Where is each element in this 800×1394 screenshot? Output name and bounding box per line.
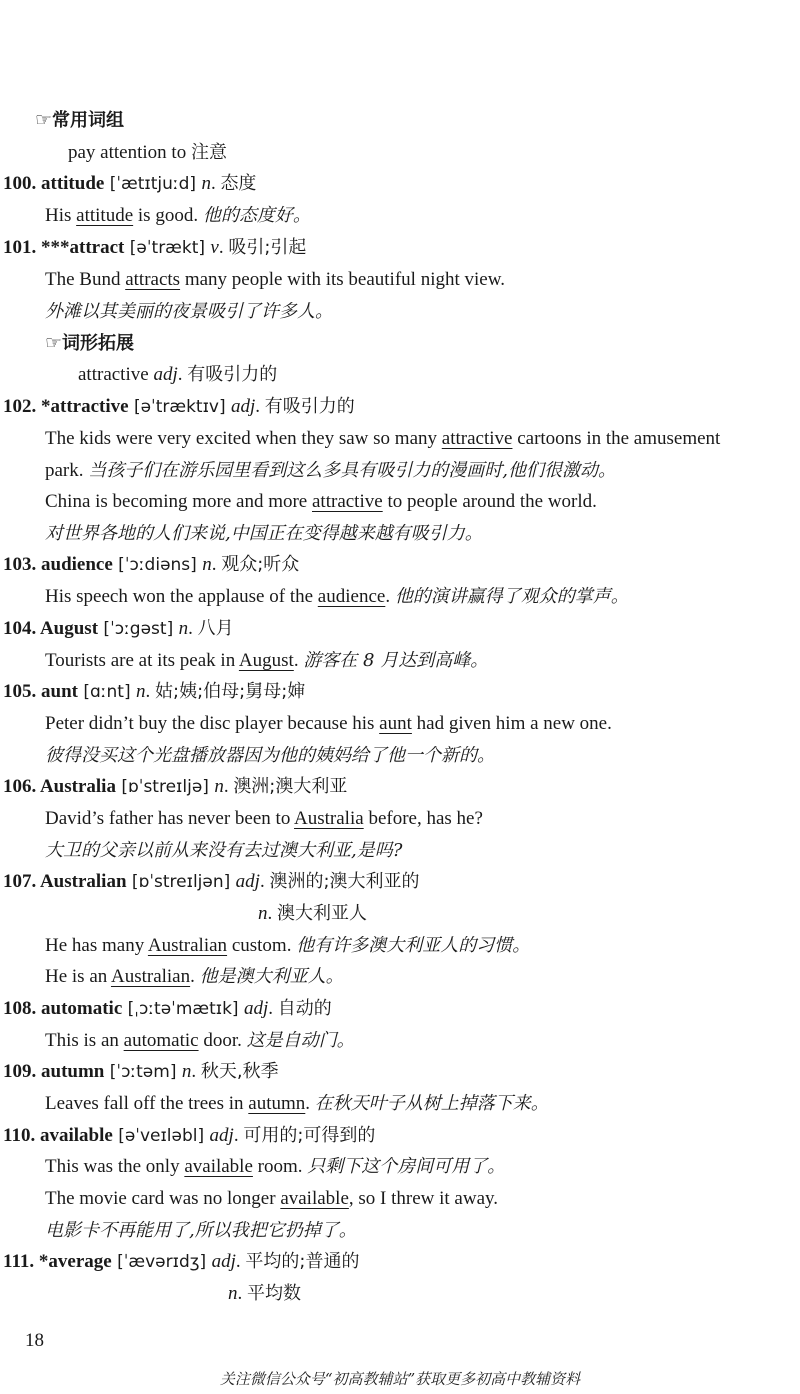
underlined-word: Australia <box>294 808 364 829</box>
text-line <box>45 1092 549 1116</box>
text-line <box>3 1060 279 1084</box>
phonetic: [ɒˈstreɪljən] <box>126 872 236 892</box>
chinese-text: 可用的;可得到的 <box>243 1125 376 1146</box>
text-segment: He is an <box>45 966 111 987</box>
text-line <box>45 522 483 546</box>
part-of-speech: n <box>201 173 211 194</box>
headword: Australia <box>39 776 116 797</box>
underlined-word: August <box>238 650 294 671</box>
text-line <box>45 459 616 483</box>
chinese-text: 他的态度好。 <box>202 205 311 226</box>
chinese-text: 他有许多澳大利亚人的习惯。 <box>296 935 531 956</box>
entry-number: 105. <box>3 681 41 702</box>
underlined-word: attractive <box>441 428 513 449</box>
text-segment: room. <box>252 1156 308 1177</box>
entry-number: 101. <box>3 237 41 258</box>
text-segment: door. <box>198 1030 247 1051</box>
headword: audience <box>41 554 113 575</box>
part-of-speech: adj <box>153 364 178 385</box>
text-line <box>45 807 483 831</box>
chinese-text: 澳大利亚人 <box>277 903 367 924</box>
part-of-speech: n <box>202 554 212 575</box>
text-line <box>35 108 124 133</box>
text-line <box>45 1219 357 1243</box>
entry-number: 104. <box>3 618 40 639</box>
chinese-text: 大卫的父亲以前从来没有去过澳大利亚,是吗? <box>45 840 403 861</box>
chinese-text: 注意 <box>190 142 227 163</box>
underlined-word: attitude <box>76 205 134 226</box>
chinese-text: 八月 <box>197 618 234 639</box>
chinese-text: 游客在 8 月达到高峰。 <box>303 650 489 671</box>
text-segment: Leaves fall off the trees in <box>45 1093 249 1114</box>
text-segment: . <box>190 966 200 987</box>
text-segment: Tourists are at its peak in <box>45 650 239 671</box>
text-line <box>3 172 256 196</box>
part-of-speech: n <box>181 1061 192 1082</box>
text-segment: The kids were very excited when they saw so many <box>45 428 442 449</box>
entry-number: 103. <box>3 554 41 575</box>
chinese-text: 他的演讲赢得了观众的掌声。 <box>394 586 629 607</box>
phonetic: [ˈætɪtjuːd] <box>104 174 202 194</box>
chinese-text: 秋天,秋季 <box>200 1061 279 1082</box>
text-line <box>45 744 495 768</box>
text-segment: This was the only <box>45 1156 185 1177</box>
text-segment: . <box>305 1093 315 1114</box>
text-segment: . <box>268 998 278 1019</box>
text-line <box>3 1124 375 1148</box>
headword: aunt <box>41 681 78 702</box>
text-line <box>45 1155 505 1179</box>
underlined-word: available <box>184 1156 253 1177</box>
text-segment: . <box>267 903 277 924</box>
chinese-text: 有吸引力的 <box>187 364 278 385</box>
text-line <box>3 997 332 1021</box>
chinese-text: 这是自动门。 <box>246 1030 355 1051</box>
phonetic: [ˈɔːdiəns] <box>112 555 203 575</box>
text-line <box>78 363 277 387</box>
entry-number: 111. <box>3 1251 39 1272</box>
text-line <box>3 553 299 577</box>
text-segment: many people with its beautiful night view. <box>180 269 505 290</box>
headword: autumn <box>41 1061 105 1082</box>
chinese-text: 姑;姨;伯母;舅母;婶 <box>155 681 306 702</box>
text-line <box>45 934 530 958</box>
text-line <box>3 617 234 641</box>
entry-number: 110. <box>3 1125 40 1146</box>
part-of-speech: n <box>136 681 146 702</box>
text-segment: . <box>210 173 221 194</box>
underlined-word: Australian <box>147 935 228 956</box>
text-segment: park. <box>45 460 89 481</box>
text-segment: custom. <box>227 935 297 956</box>
part-of-speech: n <box>228 1283 238 1304</box>
text-line <box>45 839 402 863</box>
part-of-speech: v <box>210 237 219 258</box>
text-segment: He has many <box>45 935 148 956</box>
text-segment: . <box>233 1125 244 1146</box>
chinese-text: 他是澳大利亚人。 <box>199 966 344 987</box>
phonetic: [ˈɔːgəst] <box>98 619 179 639</box>
part-of-speech: adj <box>211 1251 236 1272</box>
text-segment: before, has he? <box>363 808 483 829</box>
text-segment: This is an <box>45 1030 124 1051</box>
text-segment: . <box>237 1283 247 1304</box>
text-segment: pay attention to <box>68 142 191 163</box>
text-segment: . <box>293 650 304 671</box>
phonetic: [ˈævərɪdʒ] <box>111 1252 212 1272</box>
text-segment: . <box>191 1061 201 1082</box>
section-heading: 常用词组 <box>52 110 125 131</box>
text-line <box>45 331 134 356</box>
entry-number: 106. <box>3 776 40 797</box>
text-segment: Peter didn’t buy the disc player because his <box>45 713 380 734</box>
chinese-text: 平均的;普通的 <box>245 1251 360 1272</box>
footer-note: 关注微信公众号“初高教辅站”获取更多初高中教辅资料 <box>219 1370 581 1388</box>
text-segment: China is becoming more and more <box>45 491 312 512</box>
text-segment: The Bund <box>45 269 126 290</box>
headword: available <box>39 1125 113 1146</box>
chinese-text: 平均数 <box>247 1283 301 1304</box>
text-segment: . <box>145 681 155 702</box>
chinese-text: 对世界各地的人们来说,中国正在变得越来越有吸引力。 <box>45 523 483 544</box>
text-segment: . <box>223 776 234 797</box>
part-of-speech: n <box>178 618 189 639</box>
underlined-word: Australian <box>110 966 191 987</box>
chinese-text: 当孩子们在游乐园里看到这么多具有吸引力的漫画时,他们很激动。 <box>88 460 616 481</box>
text-line <box>3 236 306 260</box>
text-line <box>45 490 597 514</box>
page-number: 18 <box>25 1330 44 1351</box>
pointing-hand-icon: ☞ <box>45 332 63 354</box>
text-line <box>3 680 305 704</box>
text-segment: . <box>235 1251 246 1272</box>
text-line <box>45 965 344 989</box>
phonetic: [əˈtræktɪv] <box>128 397 232 417</box>
phonetic: [ˌɔːtəˈmætɪk] <box>122 999 244 1019</box>
underlined-word: available <box>280 1188 349 1209</box>
chinese-text: 观众;听众 <box>221 554 300 575</box>
chinese-text: 有吸引力的 <box>264 396 355 417</box>
text-line <box>45 585 629 609</box>
text-segment: . <box>255 396 265 417</box>
text-segment: . <box>188 618 198 639</box>
text-line <box>45 1029 355 1053</box>
text-line <box>45 300 333 324</box>
chinese-text: 在秋天叶子从树上掉落下来。 <box>314 1093 549 1114</box>
entry-number: 100. <box>3 173 41 194</box>
chinese-text: 态度 <box>220 173 257 194</box>
chinese-text: 电影卡不再能用了,所以我把它扔掉了。 <box>45 1220 357 1241</box>
text-segment: His <box>45 205 77 226</box>
text-segment: David’s father has never been to <box>45 808 295 829</box>
part-of-speech: adj <box>209 1125 234 1146</box>
section-heading: 词形拓展 <box>62 333 135 354</box>
chinese-text: 澳洲的;澳大利亚的 <box>269 871 420 892</box>
text-segment: had given him a new one. <box>411 713 612 734</box>
text-segment: to people around the world. <box>382 491 597 512</box>
part-of-speech: adj <box>243 998 269 1019</box>
headword: *average <box>38 1251 112 1272</box>
text-line <box>3 1250 359 1274</box>
underlined-word: aunt <box>379 713 412 734</box>
text-segment: cartoons in the amusement <box>512 428 721 449</box>
text-line <box>3 395 355 419</box>
text-line <box>45 1187 498 1211</box>
text-line <box>45 427 720 451</box>
text-line <box>258 902 367 926</box>
entry-number: 109. <box>3 1061 41 1082</box>
chinese-text: 吸引;引起 <box>228 237 307 258</box>
text-line <box>228 1282 301 1306</box>
phonetic: [ˈɔːtəm] <box>104 1062 182 1082</box>
text-segment: . <box>385 586 395 607</box>
underlined-word: audience <box>317 586 386 607</box>
entry-number: 102. <box>3 396 41 417</box>
entry-number: 108. <box>3 998 41 1019</box>
underlined-word: attracts <box>125 269 181 290</box>
text-segment: His speech won the applause of the <box>45 586 318 607</box>
headword: *attractive <box>41 396 129 417</box>
headword: Australian <box>39 871 127 892</box>
text-segment: . <box>177 364 188 385</box>
headword: ***attract <box>41 237 125 258</box>
chinese-text: 澳洲;澳大利亚 <box>233 776 348 797</box>
part-of-speech: n <box>258 903 268 924</box>
part-of-speech: n <box>214 776 224 797</box>
text-segment: . <box>259 871 270 892</box>
text-line <box>45 204 311 228</box>
part-of-speech: adj <box>235 871 260 892</box>
underlined-word: attractive <box>312 491 383 512</box>
chinese-text: 只剩下这个房间可用了。 <box>307 1156 506 1177</box>
headword: August <box>39 618 99 639</box>
phonetic: [əˈveɪləbl] <box>112 1126 210 1146</box>
text-line <box>3 775 347 799</box>
text-line <box>45 712 612 736</box>
text-line <box>45 649 488 673</box>
phonetic: [əˈtrækt] <box>124 238 211 258</box>
pointing-hand-icon: ☞ <box>35 109 53 131</box>
underlined-word: autumn <box>248 1093 306 1114</box>
text-segment: attractive <box>78 364 154 385</box>
text-segment: , so I threw it away. <box>348 1188 499 1209</box>
phonetic: [ɒˈstreɪljə] <box>115 777 215 797</box>
text-segment: is good. <box>133 205 203 226</box>
text-segment: . <box>218 237 229 258</box>
chinese-text: 外滩以其美丽的夜景吸引了许多人。 <box>45 301 333 322</box>
entry-number: 107. <box>3 871 40 892</box>
underlined-word: automatic <box>123 1030 199 1051</box>
phonetic: [ɑːnt] <box>77 682 136 702</box>
part-of-speech: adj <box>231 396 256 417</box>
text-line <box>45 268 505 292</box>
text-line <box>68 141 227 165</box>
chinese-text: 自动的 <box>277 998 332 1019</box>
text-segment: . <box>211 554 222 575</box>
headword: attitude <box>41 173 105 194</box>
text-line <box>3 870 420 894</box>
headword: automatic <box>41 998 123 1019</box>
text-segment: The movie card was no longer <box>45 1188 281 1209</box>
chinese-text: 彼得没买这个光盘播放器因为他的姨妈给了他一个新的。 <box>45 745 495 766</box>
